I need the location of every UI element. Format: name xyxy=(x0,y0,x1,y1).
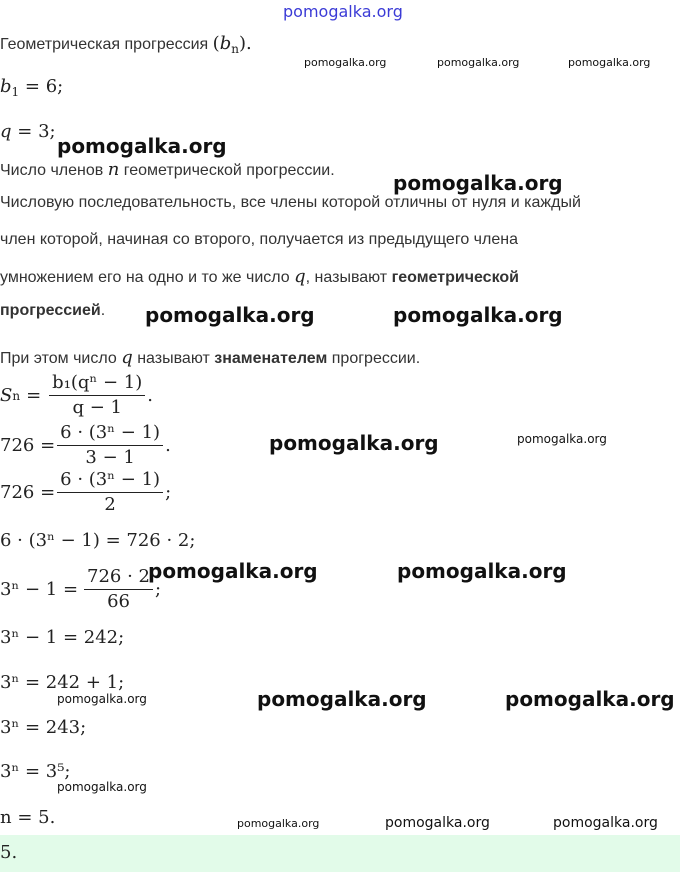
f1-end: . xyxy=(147,385,153,406)
f2-den: 3 − 1 xyxy=(85,447,135,468)
f3-den: 2 xyxy=(104,494,116,515)
watermark: pomogalka.org xyxy=(145,303,315,327)
q-value xyxy=(0,121,56,142)
watermark: pomogalka.org xyxy=(304,56,387,69)
def3-var: q xyxy=(294,266,306,287)
formula-4: 6 · (3ⁿ − 1) = 726 · 2; xyxy=(0,530,196,551)
count-before: Число членов xyxy=(0,162,104,179)
definition-line-5 xyxy=(0,347,420,368)
watermark: pomogalka.org xyxy=(57,780,147,794)
def4-bold: прогрессией xyxy=(0,302,101,319)
def3-bold: геометрической xyxy=(391,269,519,286)
q-eq: = 3; xyxy=(17,121,56,142)
watermark: pomogalka.org xyxy=(57,692,147,706)
watermark: pomogalka.org xyxy=(385,815,490,831)
f1-lhs-sub: n xyxy=(12,388,21,403)
f3-end: ; xyxy=(165,482,172,503)
f2-end: . xyxy=(165,435,171,456)
f1-den: q − 1 xyxy=(72,397,122,418)
watermark: pomogalka.org xyxy=(269,431,439,455)
count-var: n xyxy=(107,159,120,180)
f5-fraction xyxy=(84,566,153,613)
watermark: pomogalka.org xyxy=(397,559,567,583)
formula-8: 3ⁿ = 243; xyxy=(0,717,87,738)
answer-value: 5. xyxy=(0,842,18,863)
watermark: pomogalka.org xyxy=(505,687,675,711)
intro-title xyxy=(0,33,252,56)
def5-end: прогрессии. xyxy=(331,350,421,367)
count-after: геометрической прогрессии. xyxy=(123,162,335,179)
watermark-top: pomogalka.org xyxy=(283,2,403,21)
def5-mid: называют xyxy=(137,350,210,367)
watermark: pomogalka.org xyxy=(517,432,607,446)
def3-before: умножением его на одно и то же число xyxy=(0,269,290,286)
formula-7: 3ⁿ = 242 + 1; xyxy=(0,672,125,693)
f1-fraction xyxy=(49,372,145,419)
watermark: pomogalka.org xyxy=(57,134,227,158)
f3-fraction xyxy=(57,469,163,516)
definition-line-1: Числовую последовательность, все члены которой отличны от нуля и каждый xyxy=(0,194,581,211)
watermark: pomogalka.org xyxy=(553,815,658,831)
intro-title-text: Геометрическая прогрессия xyxy=(0,36,209,53)
definition-line-2: член которой, начиная со второго, получается из предыдущего члена xyxy=(0,231,518,248)
b1-eq: = 6; xyxy=(24,76,64,97)
answer-box xyxy=(0,835,680,872)
sequence-notation: $(b_n)$. xyxy=(212,33,252,56)
b1-value xyxy=(0,76,63,99)
f2-num: 6 · (3ⁿ − 1) xyxy=(57,422,163,446)
f3-num: 6 · (3ⁿ − 1) xyxy=(57,469,163,493)
def5-bold: знаменателем xyxy=(214,350,328,367)
def3-after: , называют xyxy=(305,269,388,286)
def5-before: При этом число xyxy=(0,350,117,367)
def4-end: . xyxy=(100,302,106,319)
f1-eq: = xyxy=(26,385,42,406)
formula-3 xyxy=(0,469,171,516)
f1-num: b₁(qⁿ − 1) xyxy=(49,372,145,396)
f5-lhs: 3ⁿ − 1 = xyxy=(0,579,79,600)
f3-lhs: 726 = xyxy=(0,482,56,503)
b1-label: b xyxy=(0,76,12,97)
formula-2 xyxy=(0,422,171,469)
f5-end: ; xyxy=(155,579,162,600)
definition-line-3 xyxy=(0,266,519,287)
formula-6: 3ⁿ − 1 = 242; xyxy=(0,627,125,648)
formula-9: 3ⁿ = 3⁵; xyxy=(0,761,71,782)
formula-10: n = 5. xyxy=(0,807,56,828)
sequence-b: b xyxy=(219,33,232,54)
watermark: pomogalka.org xyxy=(148,559,318,583)
f2-lhs: 726 = xyxy=(0,435,56,456)
def5-var: q xyxy=(121,347,133,368)
watermark: pomogalka.org xyxy=(237,817,320,830)
f5-num: 726 · 2 xyxy=(84,566,153,590)
q-label: q xyxy=(0,121,12,142)
sequence-n: n xyxy=(231,42,239,56)
count-line xyxy=(0,159,335,180)
watermark: pomogalka.org xyxy=(393,303,563,327)
definition-line-4 xyxy=(0,302,105,320)
f5-den: 66 xyxy=(107,591,130,612)
f2-fraction xyxy=(57,422,163,469)
watermark: pomogalka.org xyxy=(257,687,427,711)
b1-sub: 1 xyxy=(11,85,20,99)
watermark: pomogalka.org xyxy=(393,171,563,195)
f1-lhs: S xyxy=(0,385,13,406)
formula-sum xyxy=(0,372,153,419)
watermark: pomogalka.org xyxy=(568,56,651,69)
watermark: pomogalka.org xyxy=(437,56,520,69)
formula-5 xyxy=(0,566,161,613)
